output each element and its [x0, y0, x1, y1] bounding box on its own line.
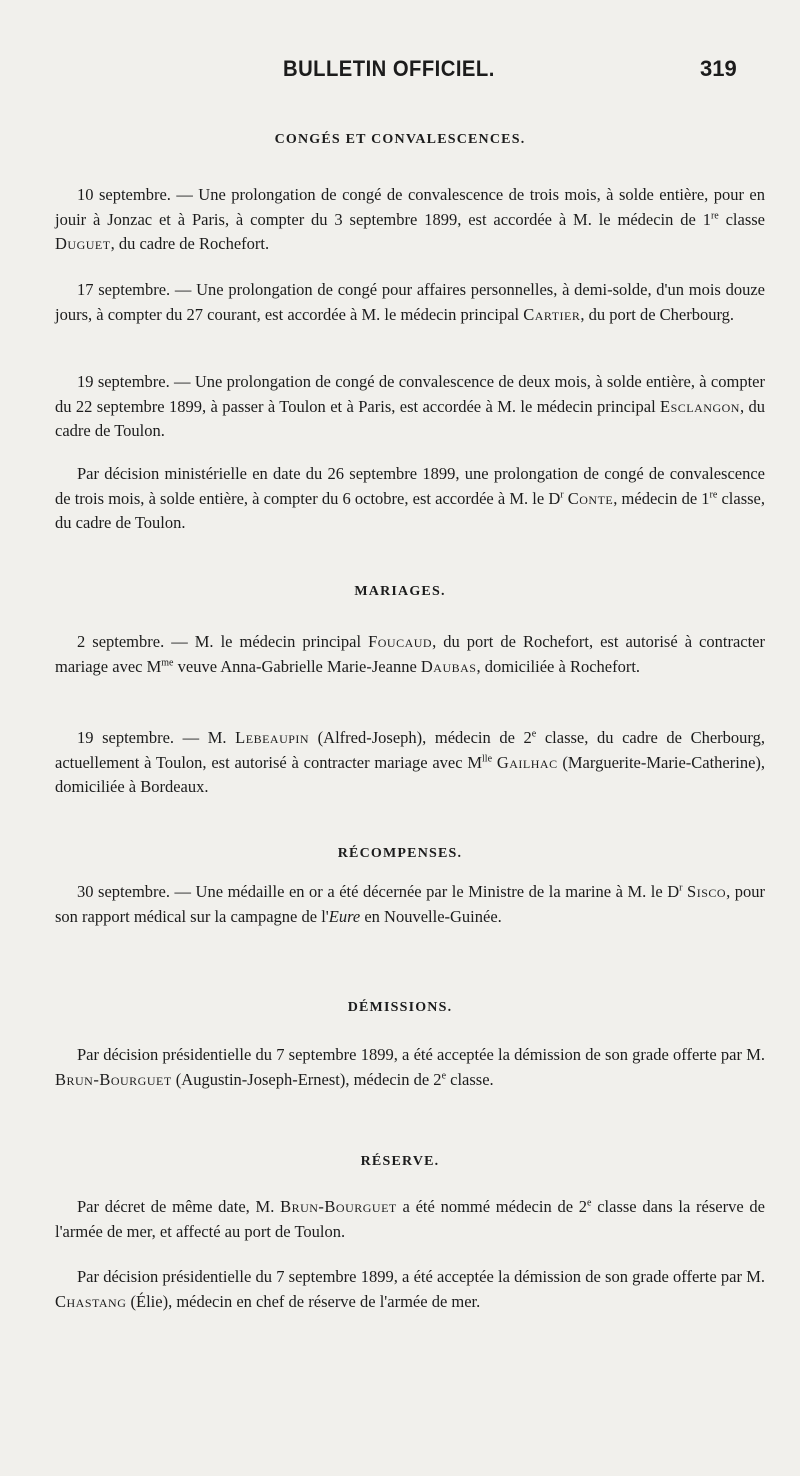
- paragraph: Par décision présidentielle du 7 septembre 1899, a été acceptée la démission de son grade offerte par M. Chastang (Élie), médecin en chef de réserve de l'armée de mer.: [55, 1267, 765, 1311]
- section-heading: RÉCOMPENSES.: [337, 846, 463, 861]
- section-heading: MARIAGES.: [354, 584, 446, 599]
- section-heading: CONGÉS ET CONVALESCENCES.: [274, 132, 526, 147]
- paragraph: Par décret de même date, M. Brun-Bourguet a été nommé médecin de 2e classe dans la réserve de l'armée de mer, et affecté au port de Toulon.: [55, 1197, 765, 1241]
- paragraph: 10 septembre. — Une prolongation de congé de convalescence de trois mois, à solde entière, pour en jouir à Jonzac et à Paris, à compter du 3 septembre 1899, est accordée à M. le médecin de 1re classe Duguet, du cadre de Rochefort.: [55, 185, 765, 253]
- page-number: 319: [700, 56, 737, 81]
- paragraph: 2 septembre. — M. le médecin principal Foucaud, du port de Rochefort, est autorisé à contracter mariage avec $M^{me}$ veuve Anna-Gabrielle Marie-Jeanne Daubas, domiciliée à Rochefort.: [55, 632, 765, 676]
- running-title: BULLETIN OFFICIEL.: [283, 56, 495, 81]
- paragraph: 30 septembre. — Une médaille en or a été décernée par le Ministre de la marine à M. le $D^r$ Sisco, pour son rapport médical sur la campagne de l'Eure en Nouvelle-Guinée.: [55, 882, 765, 926]
- paragraph: 17 septembre. — Une prolongation de congé pour affaires personnelles, à demi-solde, d'un mois douze jours, à compter du 27 courant, est accordée à M. le médecin principal Cartier, du port de Cherbourg.: [55, 280, 765, 324]
- section-heading: RÉSERVE.: [360, 1154, 440, 1169]
- paragraph: 19 septembre. — M. Lebeaupin (Alfred-Joseph), médecin de 2e classe, du cadre de Cherbourg, actuellement à Toulon, est autorisé à contracter mariage avec $M^{lle}$ Gailhac (Marguerite-Marie-Catherine), domiciliée à Bordeaux.: [55, 728, 766, 796]
- section-heading: DÉMISSIONS.: [347, 1000, 453, 1015]
- paragraph: Par décision présidentielle du 7 septembre 1899, a été acceptée la démission de son grade offerte par M. Brun-Bourguet (Augustin-Joseph-Ernest), médecin de 2e classe.: [55, 1045, 765, 1089]
- running-head: [0, 56, 800, 86]
- paragraph: 19 septembre. — Une prolongation de congé de convalescence de deux mois, à solde entière, à compter du 22 septembre 1899, à passer à Toulon et à Paris, est accordée à M. le médecin principal Esclangon, du cadre de Toulon.: [55, 372, 765, 440]
- paragraph: Par décision ministérielle en date du 26 septembre 1899, une prolongation de congé de convalescence de trois mois, à solde entière, à compter du 6 octobre, est accordée à M. le $D^r$ Conte, médecin de 1re classe, du cadre de Toulon.: [55, 464, 765, 532]
